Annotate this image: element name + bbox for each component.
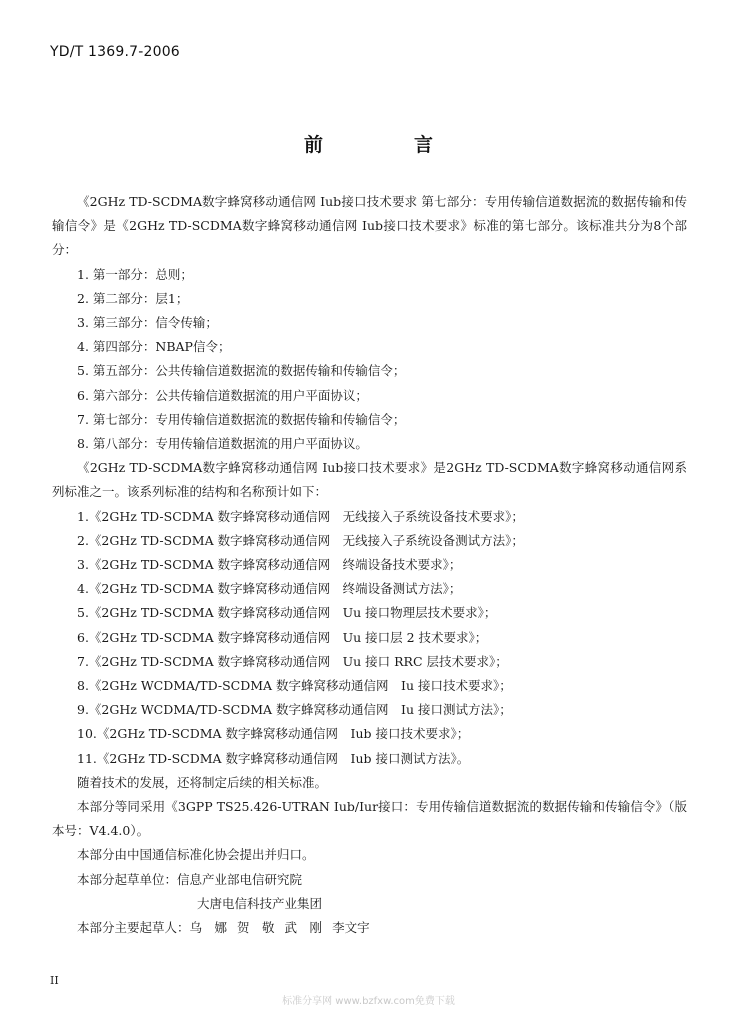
follow-up-sentence: 随着技术的发展，还将制定后续的相关标准。 bbox=[77, 774, 328, 790]
series-list bbox=[52, 505, 687, 771]
list-item: 8.《2GHz WCDMA/TD-SCDMA 数字蜂窝移动通信网 Iu 接口技术要求》； bbox=[77, 678, 512, 694]
list-item: 4. 第四部分：NBAP信令； bbox=[77, 339, 231, 355]
proposer-sentence: 本部分由中国通信标准化协会提出并归口。 bbox=[77, 847, 315, 863]
drafting-unit: 信息产业部电信研究院 bbox=[177, 871, 303, 887]
list-item: 5.《2GHz TD-SCDMA 数字蜂窝移动通信网 Uu 接口物理层技术要求》； bbox=[77, 605, 497, 621]
series-intro-paragraph: 《2GHz TD-SCDMA数字蜂窝移动通信网 Iub接口技术要求》是2GHz TD-SCDMA数字蜂窝移动通信网系列标准之一。该系列标准的结构和名称预计如下： bbox=[52, 460, 687, 500]
drafter-name: 武 刚 bbox=[284, 920, 323, 936]
list-item: 3.《2GHz TD-SCDMA 数字蜂窝移动通信网 终端设备技术要求》； bbox=[77, 557, 462, 573]
list-item: 9.《2GHz WCDMA/TD-SCDMA 数字蜂窝移动通信网 Iu 接口测试方法》； bbox=[77, 702, 512, 718]
list-item: 10.《2GHz TD-SCDMA 数字蜂窝移动通信网 Iub 接口技术要求》； bbox=[77, 726, 470, 742]
list-item: 6. 第六部分：公共传输信道数据流的用户平面协议； bbox=[77, 387, 368, 403]
watermark: 标准分享网 www.bzfxw.com免费下载 bbox=[282, 996, 455, 1007]
list-item: 1. 第一部分：总则； bbox=[77, 266, 193, 282]
equivalence-paragraph: 本部分等同采用《3GPP TS25.426-UTRAN Iub/Iur接口：专用传输信道数据流的数据传输和传输信令》（版本号：V4.4.0）。 bbox=[52, 799, 687, 839]
drafting-units bbox=[52, 868, 687, 892]
drafting-units-label: 本部分起草单位： bbox=[77, 871, 178, 887]
drafters-label: 本部分主要起草人： bbox=[77, 920, 190, 936]
foreword-body bbox=[52, 190, 687, 940]
list-item: 5. 第五部分：公共传输信道数据流的数据传输和传输信令； bbox=[77, 363, 406, 379]
list-item: 11.《2GHz TD-SCDMA 数字蜂窝移动通信网 Iub 接口测试方法》。 bbox=[77, 750, 470, 766]
drafting-unit: 大唐电信科技产业集团 bbox=[197, 895, 323, 911]
intro-paragraph: 《2GHz TD-SCDMA数字蜂窝移动通信网 Iub接口技术要求 第七部分：专用传输信道数据流的数据传输和传输信令》是《2GHz TD-SCDMA数字蜂窝移动通信网 Iub接口技术要求》标准的第七部分。该标准共分为8个部分： bbox=[52, 194, 687, 258]
list-item: 1.《2GHz TD-SCDMA 数字蜂窝移动通信网 无线接入子系统设备技术要求》； bbox=[77, 508, 524, 524]
list-item: 4.《2GHz TD-SCDMA 数字蜂窝移动通信网 终端设备测试方法》； bbox=[77, 581, 462, 597]
page-number: II bbox=[50, 974, 59, 987]
standard-code: YD/T 1369.7-2006 bbox=[50, 44, 180, 60]
list-item: 7.《2GHz TD-SCDMA 数字蜂窝移动通信网 Uu 接口 RRC 层技术要求》； bbox=[77, 653, 508, 669]
drafter-name: 贺 敬 bbox=[237, 920, 275, 936]
list-item: 2. 第二部分：层1； bbox=[77, 290, 189, 306]
list-item: 7. 第七部分：专用传输信道数据流的数据传输和传输信令； bbox=[77, 411, 406, 427]
list-item: 3. 第三部分：信令传输； bbox=[77, 315, 218, 331]
parts-list bbox=[52, 263, 687, 457]
list-item: 8. 第八部分：专用传输信道数据流的用户平面协议。 bbox=[77, 436, 368, 452]
list-item: 2.《2GHz TD-SCDMA 数字蜂窝移动通信网 无线接入子系统设备测试方法》； bbox=[77, 532, 524, 548]
drafter-name: 李文宇 bbox=[332, 920, 370, 936]
page-title: 前 言 bbox=[303, 134, 469, 156]
drafters bbox=[52, 916, 687, 940]
drafter-name: 乌 娜 bbox=[189, 920, 228, 936]
list-item: 6.《2GHz TD-SCDMA 数字蜂窝移动通信网 Uu 接口层 2 技术要求》； bbox=[77, 629, 488, 645]
